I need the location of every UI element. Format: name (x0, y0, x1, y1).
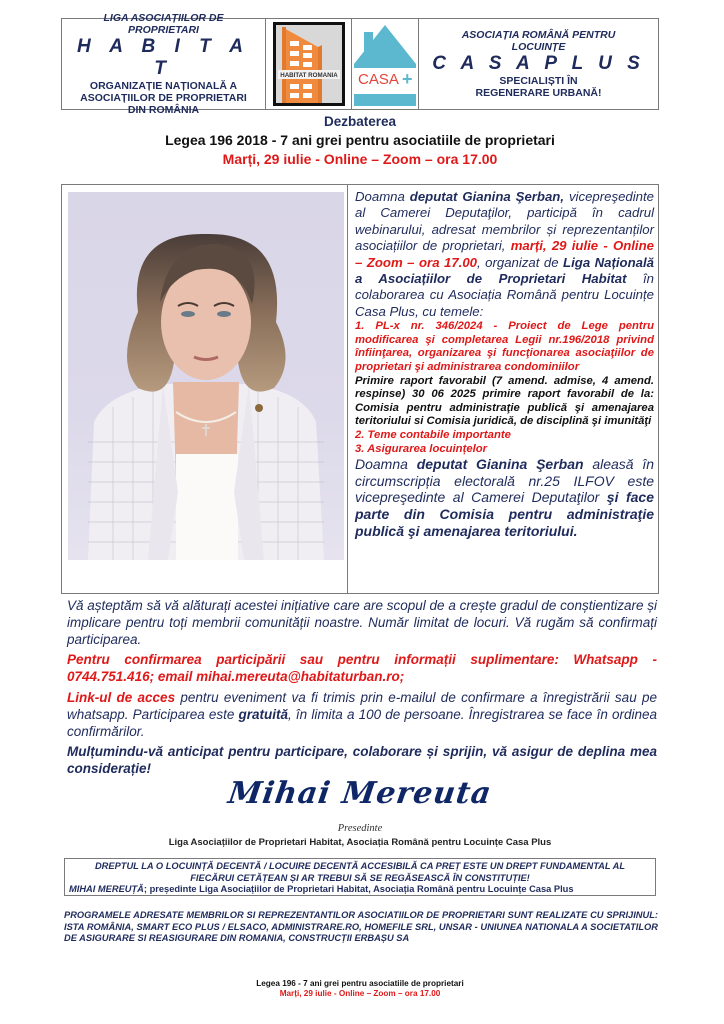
footer-datetime: Marți, 29 iulie - Online – Zoom – ora 17.00 (279, 989, 441, 998)
speaker-table (61, 184, 659, 594)
casa-line2: LOCUINȚE (511, 41, 566, 53)
habitat-line5: DIN ROMÂNIA (127, 104, 200, 116)
event-datetime: Marți, 29 iulie - Online – Zoom – ora 17.00 (222, 151, 498, 167)
free-label: gratuită (238, 706, 289, 722)
invite-paragraph: Vă așteptăm să vă alăturați acestei inițiative care are scopul de a crește gradul de conștientizare și implicare pentru toți membrii comunității noastre. Număr limitat de locuri. Vă rugăm să confirmați participarea. (67, 598, 657, 647)
quote-box (64, 858, 656, 896)
contact-paragraph: Pentru confirmarea participării sau pentru informații suplimentare: Whatsapp - 0744.751.416; email mihai.mereuta@habitaturban.ro; (67, 652, 657, 685)
habitat-building-logo-icon (273, 22, 345, 106)
habitat-logo-cell (266, 19, 352, 109)
habitat-line3: ORGANIZAȚIE NAȚIONALĂ A (89, 80, 238, 92)
topic-3: 3. Asigurarea locuințelor (355, 442, 488, 455)
signature-role: Presedinte (337, 823, 383, 834)
intro-datetime: marți, 29 iulie - Online – Zoom – ora 17.00 (355, 238, 654, 270)
habitat-line1: LIGA ASOCIAȚIILOR DE (103, 12, 224, 24)
event-kicker: Dezbaterea (323, 114, 397, 129)
habitat-line4: ASOCIAȚIILOR DE PROPRIETARI (80, 92, 247, 104)
photo-cell (62, 185, 348, 593)
quote-line1: DREPTUL LA O LOCUINȚĂ DECENTĂ / LOCUIRE DECENTĂ ACCESIBILĂ CA PREȚ ESTE UN DREPT FUNDAMENTAL AL (94, 861, 626, 871)
quote-author: MIHAI MEREUȚĂ; președinte Liga Asociațiilor de Proprietari Habitat, Asociația Română pentru Locuințe Casa Plus (69, 884, 574, 894)
topic-2: 2. Teme contabile importante (355, 429, 511, 441)
thanks-paragraph: Mulțumindu-vă anticipat pentru participare, colaborare și sprijin, vă asigur de deplina mea considerație! (67, 744, 657, 777)
header-habitat-text (62, 12, 266, 116)
signature: Mihai Mereuta (226, 776, 494, 811)
speaker-intro: Doamna deputat Gianina Şerban, vicepreşedinte al Camerei Deputaţilor, participă în cadrul webinarului, adresat membrilor și reprezentanților asociațiilor de proprietari, marți, 29 iulie - Online – Zoom – ora 17.00, organizat de Liga Națională a Asociațiilor de Proprietari Habitat în colaborarea cu Asociația Română pentru Locuințe Casa Plus, cu temele: (355, 189, 655, 319)
casa-brand: C A S A P L U S (432, 53, 645, 74)
access-paragraph: Link-ul de acces pentru eveniment va fi trimis prin e-mailul de confirmare a înregistrării sau pe whatsapp. Participarea este gratuită, în limita a 100 de persoane. Înregistrarea se face în ordinea confirmărilor. (67, 689, 657, 739)
speaker-photo (68, 192, 344, 560)
organizer-name: Liga Națională a Asociațiilor de Proprietari Habitat (355, 254, 654, 287)
access-link-label: Link-ul de acces (67, 689, 176, 705)
casa-logo-cell (352, 19, 419, 109)
signature-orgs: Liga Asociațiilor de Proprietari Habitat, Asociația Română pentru Locuințe Casa Plus (168, 837, 552, 848)
topic-1: 1. PL-x nr. 346/2024 - Proiect de Lege pentru modificarea şi completarea Legii nr.196/2018 privind înfiinţarea, organizarea şi funcţionarea asociaţiilor de proprietari şi administrarea condominiilor (355, 320, 654, 374)
habitat-brand: H A B I T A T (76, 36, 251, 79)
habitat-logo-label: HABITAT ROMANIA (279, 72, 338, 79)
invitation-body (67, 598, 657, 782)
event-titles (61, 113, 659, 169)
page-footer (61, 979, 659, 999)
header-table (61, 12, 659, 116)
event-title: Legea 196 2018 - 7 ani grei pentru asociatiile de proprietari (165, 132, 555, 148)
quote-line2: FIECĂRUI CETĂȚEAN ȘI AR TREBUI SĂ SE REGĂSEASCĂ ÎN CONSTITUȚIE! (190, 872, 530, 883)
casa-line3: SPECIALIȘTI ÎN (499, 75, 578, 87)
footer-title: Legea 196 - 7 ani grei pentru asociatiile de proprietari (256, 979, 464, 988)
casa-logo-label: CASA (358, 71, 399, 88)
speaker-text (348, 185, 658, 593)
casa-logo-plus: + (402, 69, 413, 89)
report-status: Primire raport favorabil (7 amend. admise, 4 amend. respinse) 30 06 2025 primire raport favorabil de la: Comisia pentru administraţie publică şi amenajarea teritoriului si Comisia juridică, de disciplină şi imunităţi (355, 374, 654, 428)
sponsors: PROGRAMELE ADRESATE MEMBRILOR SI REPREZENTANTILOR ASOCIATIILOR DE PROPRIETARI SUNT REALIZATE CU SPRIJINUL: ISTA ROMÂNIA, SMART ECO PLUS / ELSACO, ADMINISTRARE.RO, HOMEFILE SRL, UNSAR - UNIUNEA NATIONALA A SOCIETATILOR DE ASIGURARE SI REASIGURARE DIN ROMANIA, CONSTRUCȚII ERBAȘU SA (64, 910, 658, 944)
casa-plus-house-logo-icon (354, 22, 416, 106)
casa-line4: REGENERARE URBANĂ! (475, 87, 602, 99)
speaker-bio: Doamna deputat Gianina Şerban aleasă în circumscripția electorală nr.25 ILFOV este vicepreşedinte al Camerei Deputaţilor şi face parte din Comisia pentru administraţie publică şi amenajarea teritoriului. (355, 456, 655, 539)
casa-line1: ASOCIAȚIA ROMÂNĂ PENTRU (461, 29, 616, 41)
habitat-line2: PROPRIETARI (128, 24, 199, 36)
header-casa-text (419, 19, 658, 109)
speaker-name: deputat Gianina Şerban, (409, 189, 565, 204)
